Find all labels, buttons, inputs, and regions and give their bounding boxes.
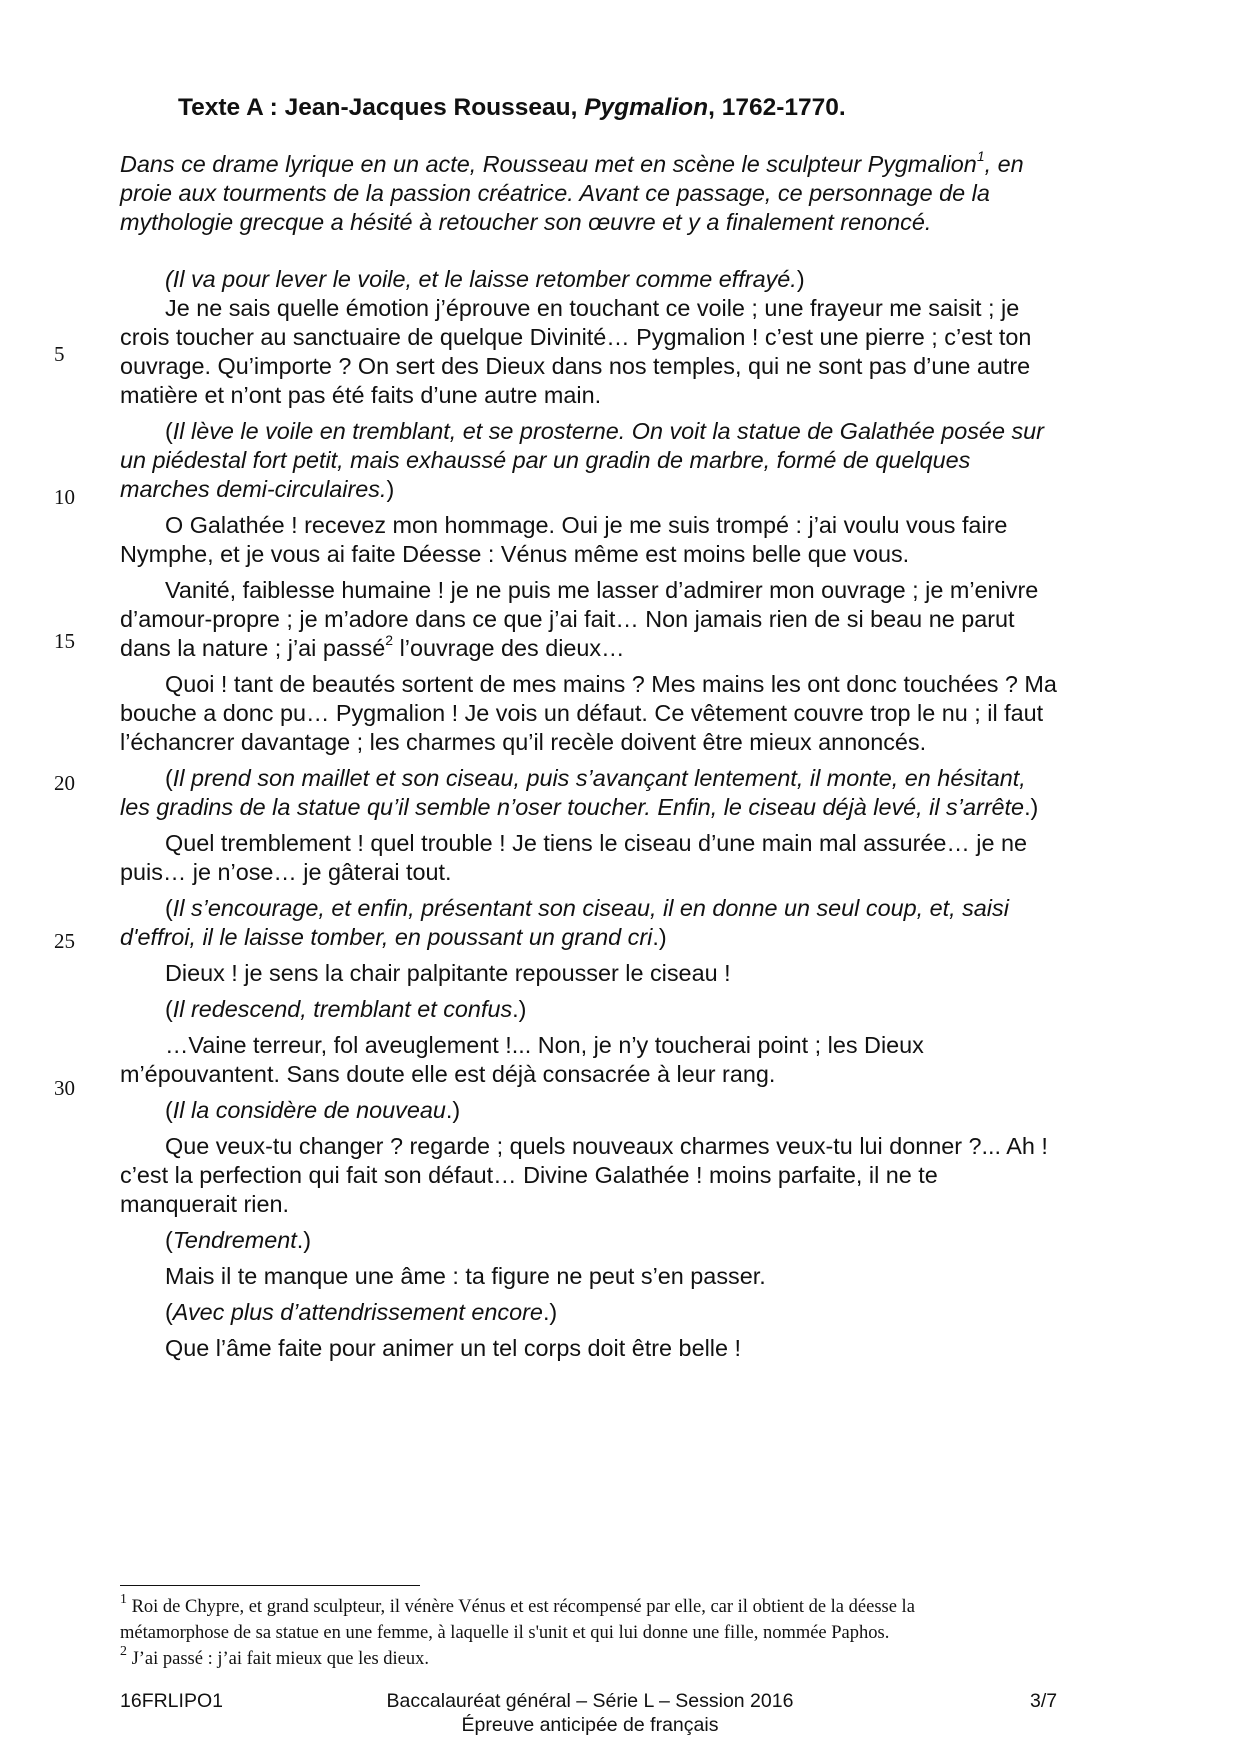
- stage-direction: (Avec plus d’attendrissement encore.): [165, 1299, 558, 1325]
- footnote-ref-2: 2: [385, 632, 394, 649]
- speech-paragraph: Quel tremblement ! quel trouble ! Je tiens le ciseau d’une main mal assurée… je ne puis… je n’ose… je gâterai tout.: [120, 830, 1028, 885]
- speech-paragraph: Vanité, faiblesse humaine ! je ne puis me lasser d’admirer mon ouvrage ; je m’enivre d’amour-propre ; je m’adore dans ce que j’ai fait… Non jamais rien de si beau ne parut dans la nature ; j’ai passé$^2$ l’ouvrage des dieux…: [120, 577, 1039, 661]
- speech-paragraph: Je ne sais quelle émotion j’éprouve en touchant ce voile ; une frayeur me saisit ; je: [165, 295, 1020, 321]
- exam-title: Baccalauréat général – Série L – Session 2016 Épreuve anticipée de français: [386, 1690, 794, 1736]
- speech-paragraph: Quoi ! tant de beautés sortent de mes mains ? Mes mains les ont donc touchées ? Ma bouche a donc pu… Pygmalion ! Je vois un défaut. Ce vêtement couvre trop le nu ; il faut l’échancrer davantage ; les charmes qu’il recèle doivent être mieux annoncés.: [120, 671, 1057, 755]
- footnote-1: $^1$ Roi de Chypre, et grand sculpteur, il vénère Vénus et est récompensé par elle, car il obtient de la déesse la: [120, 1591, 915, 1617]
- stage-direction: (Il la considère de nouveau.): [165, 1097, 461, 1123]
- intro-paragraph: [120, 150, 1130, 237]
- speech-paragraph-cont: crois toucher au sanctuaire de quelque Divinité… Pygmalion ! c’est une pierre ; c’est ton ouvrage. Qu’importe ? On sert des Dieux dans nos temples, qui ne sont pas d’une autre matière et n’ont pas été faits d’une autre main.: [120, 324, 1032, 408]
- intro-line: Dans ce drame lyrique en un acte, Rousseau met en scène le sculpteur Pygmalion: [120, 151, 977, 177]
- title-work: Pygmalion: [584, 94, 709, 121]
- title-suffix: , 1762-1770.: [708, 94, 846, 121]
- footnote-2: $^2$ J’ai passé : j’ai fait mieux que les dieux.: [120, 1643, 430, 1669]
- stage-direction: (Il prend son maillet et son ciseau, puis s’avançant lentement, il monte, en hésitant, les gradins de la statue qu’il semble n’oser toucher. Enfin, le ciseau déjà levé, il s’arrête.): [120, 765, 1039, 820]
- exam-code: 16FRLIPO1: [120, 1690, 223, 1712]
- stage-direction: (Tendrement.): [165, 1227, 312, 1253]
- speech-paragraph: …Vaine terreur, fol aveuglement !... Non, je n’y toucherai point ; les Dieux m’épouvantent. Sans doute elle est déjà consacrée à leur rang.: [120, 1032, 924, 1087]
- page-number: 3/7: [1030, 1690, 1058, 1712]
- intro-line: , en: [984, 151, 1024, 177]
- line-number: 15: [54, 629, 75, 653]
- intro-line: mythologie grecque a hésité à retoucher son œuvre et y a finalement renoncé.: [120, 209, 932, 235]
- speech-paragraph: O Galathée ! recevez mon hommage. Oui je me suis trompé : j’ai voulu vous faire Nymphe, et je vous ai faite Déesse : Vénus même est moins belle que vous.: [120, 512, 1008, 567]
- intro-line: proie aux tourments de la passion créatrice. Avant ce passage, ce personnage de la: [120, 180, 990, 206]
- line-number: 10: [54, 485, 75, 509]
- speech-paragraph: Que l’âme faite pour animer un tel corps doit être belle !: [165, 1335, 741, 1361]
- text-title: [178, 94, 846, 122]
- line-number: 5: [54, 342, 65, 366]
- title-prefix: Texte A : Jean-Jacques Rousseau,: [178, 94, 585, 121]
- line-number: 25: [54, 929, 75, 953]
- stage-direction: (Il lève le voile en tremblant, et se prosterne. On voit la statue de Galathée posée sur un piédestal fort petit, mais exhaussé par un gradin de marbre, formé de quelques marches demi-circulaires.): [120, 418, 1044, 502]
- footnotes: [120, 1591, 1130, 1672]
- stage-direction: (Il va pour lever le voile, et le laisse retomber comme effrayé.): [165, 266, 805, 292]
- footnote-1-cont: métamorphose de sa statue en une femme, à laquelle il s'unit et qui lui donne une fille, nommée Paphos.: [120, 1623, 890, 1643]
- stage-direction: (Il redescend, tremblant et confus.): [165, 996, 527, 1022]
- play-text: [120, 265, 1130, 1370]
- footnote-separator: [120, 1585, 420, 1586]
- speech-paragraph: Dieux ! je sens la chair palpitante repousser le ciseau !: [165, 960, 731, 986]
- line-number: 30: [54, 1076, 75, 1100]
- line-number: 20: [54, 771, 75, 795]
- speech-paragraph: Que veux-tu changer ? regarde ; quels nouveaux charmes veux-tu lui donner ?... Ah ! c’est la perfection qui fait son défaut… Divine Galathée ! moins parfaite, il ne te manquerait rien.: [120, 1133, 1048, 1217]
- stage-direction: (Il s’encourage, et enfin, présentant son ciseau, il en donne un seul coup, et, saisi d'effroi, il le laisse tomber, en poussant un grand cri.): [120, 895, 1009, 950]
- speech-paragraph: Mais il te manque une âme : ta figure ne peut s’en passer.: [165, 1263, 766, 1289]
- footnote-ref-1: 1: [976, 148, 985, 165]
